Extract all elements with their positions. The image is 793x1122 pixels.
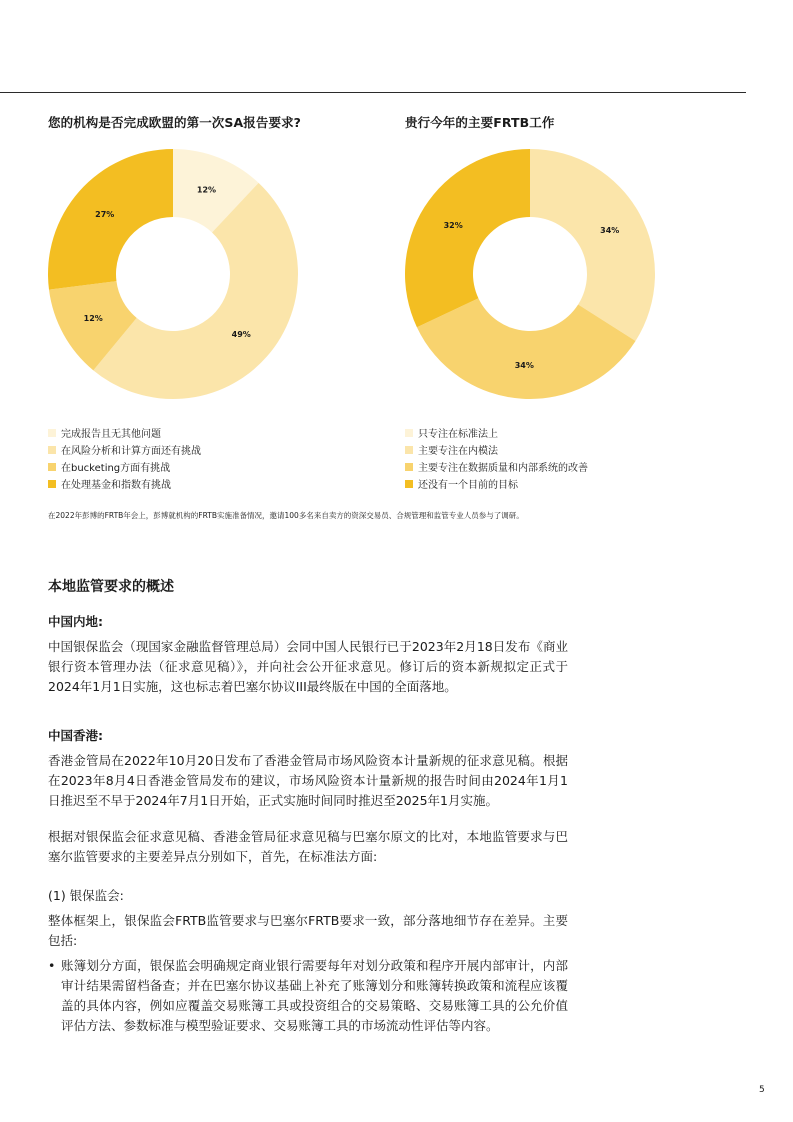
legend-swatch [48,463,56,471]
legend-label: 主要专注在数据质量和内部系统的改善 [418,463,588,474]
donut-2-label-3: 34% [514,360,534,370]
legend-swatch [405,446,413,454]
comparison-paragraph: 根据对银保监会征求意见稿、香港金管局征求意见稿与巴塞尔原文的比对，本地监管要求与巴塞尔监管要求的主要差异点分别如下，首先，在标准法方面: [48,829,568,864]
donut-1-slice-4 [48,149,173,290]
donut-1-label-4: 27% [95,209,115,219]
legend-swatch [405,463,413,471]
donut-2-slice-4 [405,149,530,327]
legend-2-item [405,458,705,475]
survey-footnote: 在2022年彭博的FRTB年会上，彭博就机构的FRTB实施准备情况，邀请100多名来自卖方的资深交易员、合规管理和监管专业人员参与了调研。 [48,511,524,520]
donut-chart-1-svg [48,149,298,399]
hongkong-paragraph: 香港金管局在2022年10月20日发布了香港金管局市场风险资本计量新规的征求意见稿。根据在2023年8月4日香港金管局发布的建议，市场风险资本计量新规的报告时间由2024年1月1日推迟至不早于2024年7月1日开始，正式实施时间同时推迟至2025年1月实施。 [48,753,568,808]
legend-swatch [405,480,413,488]
legend-1 [48,424,348,492]
donut-1-label-2: 49% [231,330,251,340]
section-title: 本地监管要求的概述 [48,579,174,595]
legend-swatch [48,429,56,437]
bullet-item [48,956,568,1036]
legend-1-item [48,458,348,475]
hongkong-heading [48,726,568,746]
legend-label: 完成报告且无其他问题 [61,429,161,440]
legend-2-item [405,475,705,492]
bullet-text: 账簿划分方面，银保监会明确规定商业银行需要每年对划分政策和程序开展内部审计，内部审计结果需留档备查；并在巴塞尔协议基础上补充了账簿划分和账簿转换政策和流程应该覆盖的具体内容，例如应覆盖交易账簿工具或投资组合的交易策略、交易账簿工具的公允价值评估方法、参数标准与模型验证要求、交易账簿工具的市场流动性评估等内容。 [61,958,568,1033]
donut-chart-1 [48,149,298,399]
mainland-heading [48,612,568,632]
top-rule [0,92,746,93]
donut-2-label-2: 34% [600,226,620,236]
legend-label: 在风险分析和计算方面还有挑战 [61,446,201,457]
legend-label: 在bucketing方面有挑战 [61,463,171,474]
legend-2-item [405,441,705,458]
mainland-heading-text: 中国内地: [48,614,103,629]
donut-chart-2 [405,149,655,399]
cbirc-heading: (1) 银保监会: [48,888,124,903]
legend-swatch [405,429,413,437]
hongkong-heading-text: 中国香港: [48,728,103,743]
legend-1-item [48,424,348,441]
legend-label: 只专注在标准法上 [418,429,498,440]
legend-label: 在处理基金和指数有挑战 [61,480,171,491]
donut-1-label-1: 12% [196,185,217,195]
legend-1-item [48,441,348,458]
donut-1-label-3: 12% [83,313,103,323]
donut-chart-2-svg [405,149,655,399]
chart-1-title: 您的机构是否完成欧盟的第一次SA报告要求? [48,115,302,130]
cbirc-paragraph: 整体框架上，银保监会FRTB监管要求与巴塞尔FRTB要求一致，部分落地细节存在差异。主要包括: [48,913,568,948]
legend-2-item [405,424,705,441]
donut-2-slice-2 [530,149,655,341]
legend-label: 还没有一个目前的目标 [418,480,518,491]
page-number: 5 [759,1085,765,1095]
mainland-paragraph: 中国银保监会（现国家金融监督管理总局）会同中国人民银行已于2023年2月18日发布《商业银行资本管理办法（征求意见稿）》，并向社会公开征求意见。修订后的资本新规拟定正式于2024年1月1日实施，这也标志着巴塞尔协议III最终版在中国的全面落地。 [48,639,568,694]
bullet-dot: • [48,958,56,973]
legend-1-item [48,475,348,492]
donut-2-label-4: 32% [443,221,463,231]
chart-2-title: 贵行今年的主要FRTB工作 [405,115,555,130]
legend-2 [405,424,705,492]
legend-swatch [48,480,56,488]
legend-label: 主要专注在内模法 [418,446,498,457]
legend-swatch [48,446,56,454]
